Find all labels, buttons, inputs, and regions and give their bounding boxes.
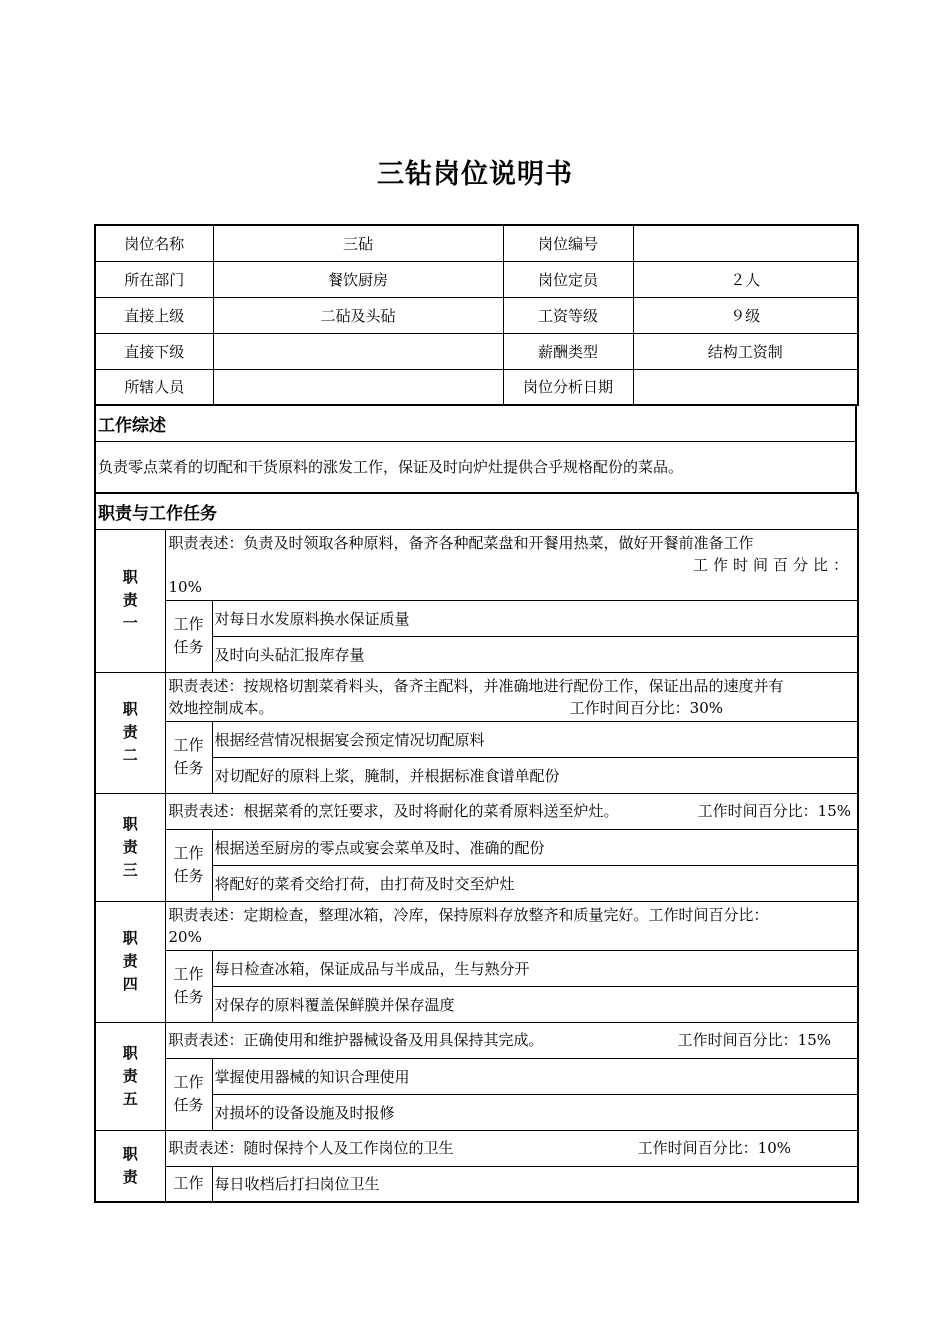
duty-3-task-1: 根据送至厨房的零点或宴会菜单及时、准确的配份 bbox=[212, 829, 858, 865]
duty-4-task-label bbox=[165, 950, 212, 1022]
duty-5-label-char: 五 bbox=[122, 1089, 138, 1108]
label-analysis-date: 岗位分析日期 bbox=[503, 369, 633, 405]
duty-4-statement-text: 职责表述：定期检查，整理冰箱，冷库，保持原料存放整齐和质量完好。工作时间百分比： bbox=[168, 905, 769, 924]
value-headcount: ２人 bbox=[633, 261, 858, 297]
work-summary-heading: 工作综述 bbox=[95, 405, 856, 441]
task-label-line: 任务 bbox=[173, 1096, 204, 1114]
duty-1-label-char: 责 bbox=[122, 591, 138, 609]
task-label-line: 任务 bbox=[173, 867, 204, 885]
info-row-position-name bbox=[95, 225, 858, 261]
label-salary-grade: 工资等级 bbox=[503, 297, 633, 333]
label-staff: 所辖人员 bbox=[95, 369, 213, 405]
duty-5-label bbox=[95, 1022, 165, 1130]
duty-4-statement-row bbox=[95, 901, 858, 950]
duty-1-label bbox=[95, 529, 165, 672]
value-department: 餐饮厨房 bbox=[213, 261, 503, 297]
duty-1-task-1: 对每日水发原料换水保证质量 bbox=[212, 600, 858, 636]
duty-2-statement-line-2: 效地控制成本。 bbox=[168, 698, 274, 717]
duty-4-label-char: 责 bbox=[122, 952, 138, 970]
duty-5-statement-text: 职责表述：正确使用和维护器械设备及用具保持其完成。 bbox=[168, 1031, 544, 1049]
value-analysis-date bbox=[633, 369, 858, 405]
duty-6-label-char: 责 bbox=[122, 1167, 138, 1186]
duty-3-label bbox=[95, 793, 165, 901]
duty-2-label-char: 二 bbox=[122, 746, 138, 764]
duty-3-label-char: 责 bbox=[122, 837, 138, 856]
duty-6-task-label: 工作 bbox=[165, 1166, 212, 1202]
duty-6-task-1: 每日收档后打扫岗位卫生 bbox=[212, 1166, 858, 1202]
duty-1-task-2: 及时向头砧汇报库存量 bbox=[212, 636, 858, 672]
duty-4-label bbox=[95, 901, 165, 1022]
duty-2-percent: 工作时间百分比：30% bbox=[569, 698, 723, 717]
task-label-line: 工作 bbox=[173, 736, 204, 754]
duty-1-percent-value: 10% bbox=[168, 577, 202, 596]
label-pay-type: 薪酬类型 bbox=[503, 333, 633, 369]
work-summary-table bbox=[94, 404, 857, 494]
task-label-line: 工作 bbox=[173, 844, 204, 862]
duty-2-task-label bbox=[165, 721, 212, 793]
duty-1-label-char: 职 bbox=[122, 568, 138, 586]
task-label-line: 工作 bbox=[173, 615, 204, 633]
duty-3-percent: 工作时间百分比：15% bbox=[697, 802, 851, 820]
value-pay-type: 结构工资制 bbox=[633, 333, 858, 369]
duty-6-statement-text: 职责表述：随时保持个人及工作岗位的卫生 bbox=[168, 1139, 454, 1157]
task-label-line: 任务 bbox=[173, 759, 204, 777]
duty-3-task-label bbox=[165, 829, 212, 901]
duty-3-label-char: 三 bbox=[122, 860, 138, 879]
duty-6-label bbox=[95, 1130, 165, 1202]
duty-2-statement-line-1: 职责表述：按规格切割菜肴料头，备齐主配料，并准确地进行配份工作，保证出品的速度并有 bbox=[168, 676, 784, 695]
duties-heading: 职责与工作任务 bbox=[95, 493, 858, 529]
duty-5-task-2: 对损坏的设备设施及时报修 bbox=[212, 1094, 858, 1130]
duty-3-label-char: 职 bbox=[122, 814, 138, 833]
duty-1-label-char: 一 bbox=[122, 614, 138, 632]
duty-6-percent: 工作时间百分比：10% bbox=[637, 1139, 791, 1157]
duty-4-statement bbox=[165, 901, 858, 950]
duty-1-statement bbox=[165, 529, 858, 600]
duty-2-label bbox=[95, 672, 165, 793]
duty-4-task-2: 对保存的原料覆盖保鲜膜并保存温度 bbox=[212, 986, 858, 1022]
duty-4-label-char: 四 bbox=[122, 975, 138, 993]
duty-1-statement-text: 职责表述：负责及时领取各种原料，备齐各种配菜盘和开餐用热菜，做好开餐前准备工作 bbox=[168, 533, 754, 552]
label-position-name: 岗位名称 bbox=[95, 225, 213, 261]
duty-5-statement bbox=[165, 1022, 858, 1058]
duty-6-statement bbox=[165, 1130, 858, 1166]
duty-3-statement-row bbox=[95, 793, 858, 829]
duty-6-statement-row bbox=[95, 1130, 858, 1166]
duty-4-task-1: 每日检查冰箱，保证成品与半成品，生与熟分开 bbox=[212, 950, 858, 986]
duty-3-statement bbox=[165, 793, 858, 829]
label-subordinate: 直接下级 bbox=[95, 333, 213, 369]
task-label-line: 工作 bbox=[173, 1073, 204, 1091]
duty-2-task-1: 根据经营情况根据宴会预定情况切配原料 bbox=[212, 721, 858, 757]
label-position-number: 岗位编号 bbox=[503, 225, 633, 261]
document-title: 三钻岗位说明书 bbox=[377, 159, 573, 190]
info-row-supervisor bbox=[95, 297, 858, 333]
duty-5-percent: 工作时间百分比：15% bbox=[677, 1031, 831, 1049]
duties-table bbox=[94, 492, 859, 1203]
work-summary-text: 负责零点菜肴的切配和干货原料的涨发工作，保证及时向炉灶提供合乎规格配份的菜品。 bbox=[95, 441, 856, 493]
duty-5-label-char: 职 bbox=[122, 1043, 138, 1062]
info-row-staff bbox=[95, 369, 858, 405]
label-supervisor: 直接上级 bbox=[95, 297, 213, 333]
info-row-subordinate bbox=[95, 333, 858, 369]
duty-2-statement-row bbox=[95, 672, 858, 721]
duty-3-task-2: 将配好的菜肴交给打荷，由打荷及时交至炉灶 bbox=[212, 865, 858, 901]
duty-5-statement-row bbox=[95, 1022, 858, 1058]
label-headcount: 岗位定员 bbox=[503, 261, 633, 297]
task-label-line: 任务 bbox=[173, 988, 204, 1006]
duty-5-task-label bbox=[165, 1058, 212, 1130]
value-position-name: 三砧 bbox=[213, 225, 503, 261]
task-label-line: 任务 bbox=[173, 638, 204, 656]
duty-1-statement-row bbox=[95, 529, 858, 600]
duty-6-label-char: 职 bbox=[122, 1144, 138, 1163]
duty-5-label-char: 责 bbox=[122, 1066, 138, 1085]
info-row-department bbox=[95, 261, 858, 297]
value-salary-grade: ９级 bbox=[633, 297, 858, 333]
duty-2-label-char: 职 bbox=[122, 700, 138, 718]
label-department: 所在部门 bbox=[95, 261, 213, 297]
task-label-line: 工作 bbox=[173, 965, 204, 983]
duty-2-statement bbox=[165, 672, 858, 721]
position-info-table bbox=[94, 224, 859, 406]
duty-4-percent-value: 20% bbox=[168, 927, 202, 946]
duty-1-task-label bbox=[165, 600, 212, 672]
duty-2-task-2: 对切配好的原料上浆，腌制，并根据标准食谱单配份 bbox=[212, 757, 858, 793]
duty-5-task-1: 掌握使用器械的知识合理使用 bbox=[212, 1058, 858, 1094]
duty-3-statement-text: 职责表述：根据菜肴的烹饪要求，及时将耐化的菜肴原料送至炉灶。 bbox=[168, 802, 619, 820]
value-supervisor: 二砧及头砧 bbox=[213, 297, 503, 333]
value-subordinate bbox=[213, 333, 503, 369]
duty-2-label-char: 责 bbox=[122, 723, 138, 741]
duty-1-percent-label: 工作时间百分比： bbox=[692, 555, 853, 574]
value-staff bbox=[213, 369, 503, 405]
value-position-number bbox=[633, 225, 858, 261]
duty-4-label-char: 职 bbox=[122, 929, 138, 947]
